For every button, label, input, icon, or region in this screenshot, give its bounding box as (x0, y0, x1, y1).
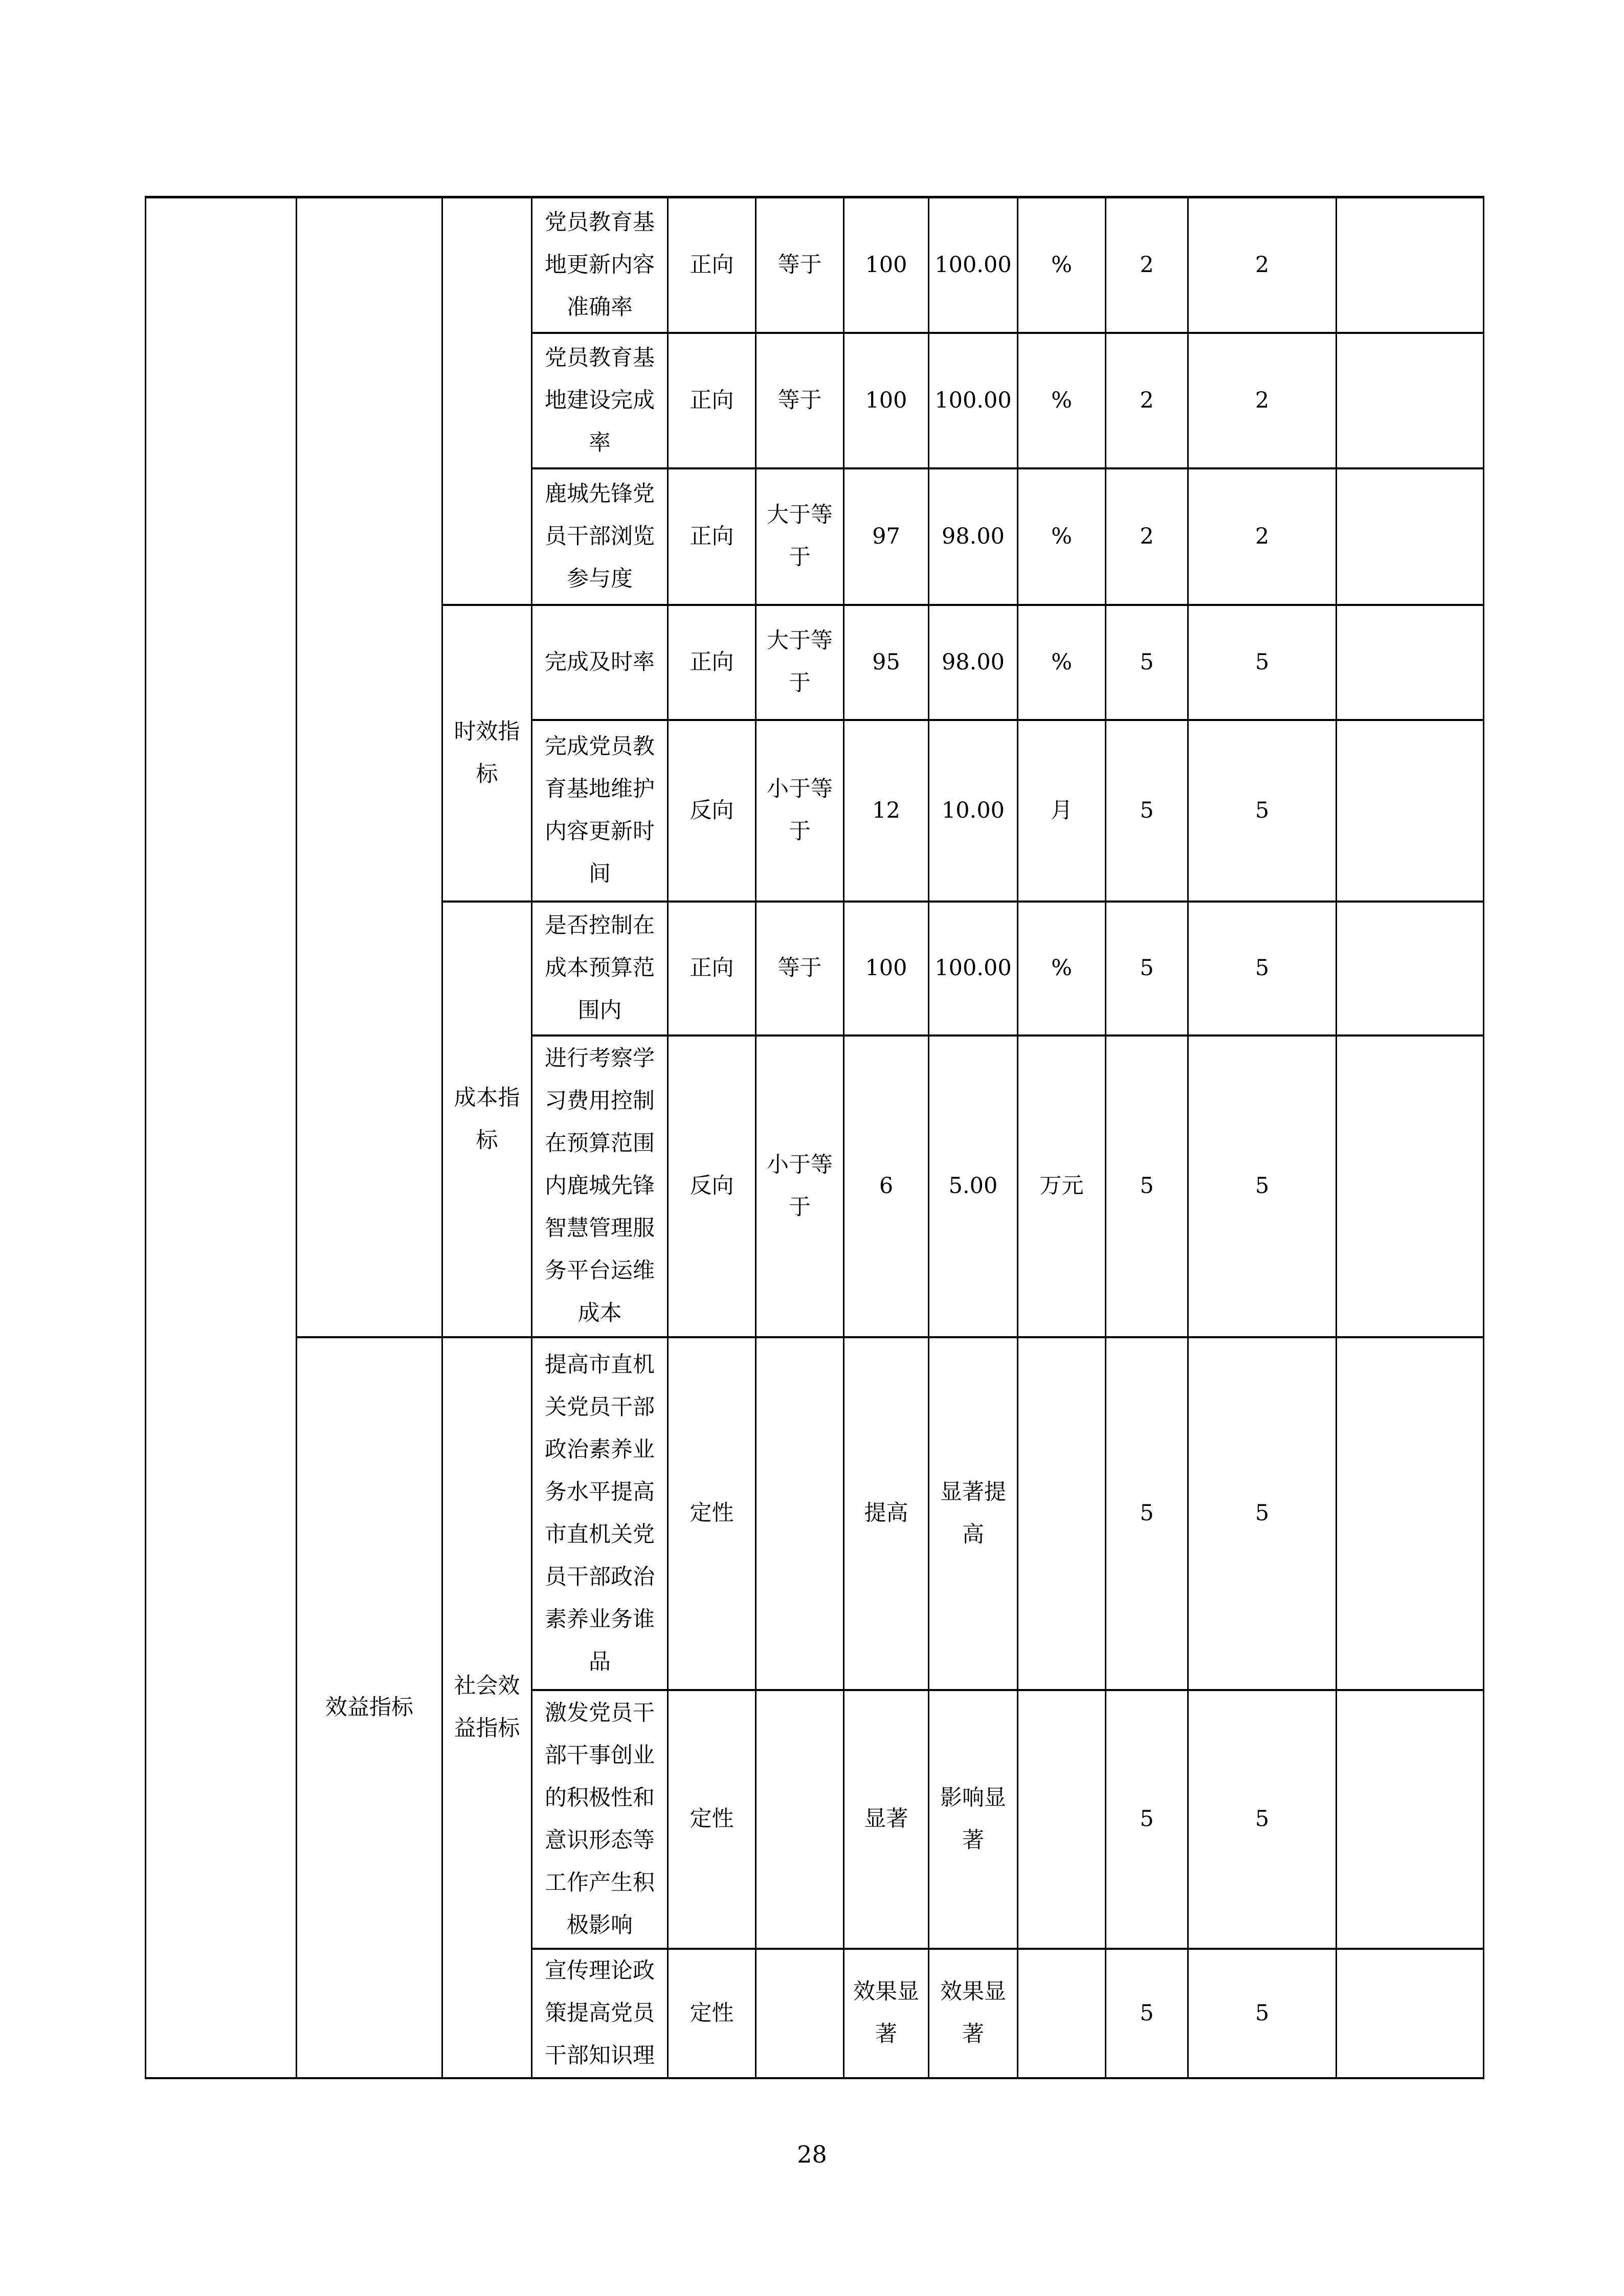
target-value-cell: 6 (844, 1036, 929, 1337)
indicator-name-cell: 党员教育基地建设完成率 (532, 333, 668, 468)
direction-cell: 正向 (668, 605, 756, 720)
indicator-name-cell: 提高市直机关党员干部政治素养业务水平提高市直机关党员干部政治素养业务谁品 (532, 1337, 668, 1690)
score-cell: 5 (1188, 605, 1337, 720)
unit-cell (1018, 1337, 1106, 1690)
timeliness-group-cell: 时效指标 (442, 605, 532, 902)
target-value-cell: 显著 (844, 1690, 929, 1949)
social-benefit-group-cell: 社会效益指标 (442, 1337, 532, 2078)
note-cell (1337, 1949, 1484, 2078)
unit-cell: % (1018, 333, 1106, 468)
target-value-cell: 100 (844, 197, 929, 333)
weight-cell: 5 (1106, 1690, 1188, 1949)
indicator-name-cell: 完成及时率 (532, 605, 668, 720)
note-cell (1337, 605, 1484, 720)
score-cell: 5 (1188, 1337, 1337, 1690)
direction-cell: 定性 (668, 1337, 756, 1690)
score-cell: 5 (1188, 1036, 1337, 1337)
score-cell: 5 (1188, 902, 1337, 1036)
actual-value-cell: 100.00 (929, 333, 1018, 468)
direction-cell: 正向 (668, 902, 756, 1036)
direction-cell: 定性 (668, 1690, 756, 1949)
comparison-cell: 等于 (756, 197, 844, 333)
subgroup-cell-empty (442, 197, 532, 605)
direction-cell: 定性 (668, 1949, 756, 2078)
indicator-name-cell: 完成党员教育基地维护内容更新时间 (532, 720, 668, 902)
unit-cell: % (1018, 197, 1106, 333)
comparison-cell: 小于等于 (756, 1036, 844, 1337)
weight-cell: 5 (1106, 605, 1188, 720)
target-value-cell: 提高 (844, 1337, 929, 1690)
note-cell (1337, 902, 1484, 1036)
unit-cell: % (1018, 468, 1106, 605)
actual-value-cell: 5.00 (929, 1036, 1018, 1337)
score-cell: 2 (1188, 333, 1337, 468)
actual-value-cell: 98.00 (929, 605, 1018, 720)
actual-value-cell: 100.00 (929, 197, 1018, 333)
comparison-cell (756, 1337, 844, 1690)
indicator-name-cell: 党员教育基地更新内容准确率 (532, 197, 668, 333)
target-value-cell: 97 (844, 468, 929, 605)
benefit-group-cell: 效益指标 (297, 1337, 442, 2078)
project-column-cell (146, 197, 297, 2078)
indicator-name-cell: 宣传理论政策提高党员干部知识理 (532, 1949, 668, 2078)
actual-value-cell: 影响显著 (929, 1690, 1018, 1949)
indicator-name-cell: 是否控制在成本预算范围内 (532, 902, 668, 1036)
direction-cell: 正向 (668, 333, 756, 468)
score-cell: 5 (1188, 1949, 1337, 2078)
target-value-cell: 100 (844, 333, 929, 468)
category-cell-empty (297, 197, 442, 1337)
unit-cell: 月 (1018, 720, 1106, 902)
direction-cell: 正向 (668, 197, 756, 333)
unit-cell: 万元 (1018, 1036, 1106, 1337)
unit-cell: % (1018, 605, 1106, 720)
target-value-cell: 100 (844, 902, 929, 1036)
target-value-cell: 95 (844, 605, 929, 720)
note-cell (1337, 468, 1484, 605)
comparison-cell (756, 1949, 844, 2078)
note-cell (1337, 333, 1484, 468)
weight-cell: 5 (1106, 1949, 1188, 2078)
note-cell (1337, 1690, 1484, 1949)
comparison-cell: 等于 (756, 902, 844, 1036)
actual-value-cell: 98.00 (929, 468, 1018, 605)
weight-cell: 5 (1106, 720, 1188, 902)
cost-group-cell: 成本指标 (442, 902, 532, 1337)
comparison-cell (756, 1690, 844, 1949)
weight-cell: 2 (1106, 333, 1188, 468)
weight-cell: 2 (1106, 468, 1188, 605)
score-cell: 2 (1188, 468, 1337, 605)
target-value-cell: 12 (844, 720, 929, 902)
comparison-cell: 等于 (756, 333, 844, 468)
actual-value-cell: 10.00 (929, 720, 1018, 902)
actual-value-cell: 100.00 (929, 902, 1018, 1036)
indicator-name-cell: 进行考察学习费用控制在预算范围内鹿城先锋智慧管理服务平台运维成本 (532, 1036, 668, 1337)
direction-cell: 反向 (668, 1036, 756, 1337)
note-cell (1337, 197, 1484, 333)
note-cell (1337, 1337, 1484, 1690)
comparison-cell: 大于等于 (756, 605, 844, 720)
weight-cell: 5 (1106, 902, 1188, 1036)
note-cell (1337, 1036, 1484, 1337)
indicator-name-cell: 激发党员干部干事创业的积极性和意识形态等工作产生积极影响 (532, 1690, 668, 1949)
unit-cell (1018, 1690, 1106, 1949)
unit-cell: % (1018, 902, 1106, 1036)
note-cell (1337, 720, 1484, 902)
weight-cell: 5 (1106, 1036, 1188, 1337)
performance-indicator-table (145, 196, 1484, 2079)
indicator-name-cell: 鹿城先锋党员干部浏览参与度 (532, 468, 668, 605)
direction-cell: 反向 (668, 720, 756, 902)
weight-cell: 2 (1106, 197, 1188, 333)
comparison-cell: 大于等于 (756, 468, 844, 605)
direction-cell: 正向 (668, 468, 756, 605)
page-number: 28 (797, 2141, 827, 2168)
comparison-cell: 小于等于 (756, 720, 844, 902)
target-value-cell: 效果显著 (844, 1949, 929, 2078)
unit-cell (1018, 1949, 1106, 2078)
score-cell: 5 (1188, 720, 1337, 902)
actual-value-cell: 显著提高 (929, 1337, 1018, 1690)
score-cell: 5 (1188, 1690, 1337, 1949)
score-cell: 2 (1188, 197, 1337, 333)
actual-value-cell: 效果显著 (929, 1949, 1018, 2078)
weight-cell: 5 (1106, 1337, 1188, 1690)
